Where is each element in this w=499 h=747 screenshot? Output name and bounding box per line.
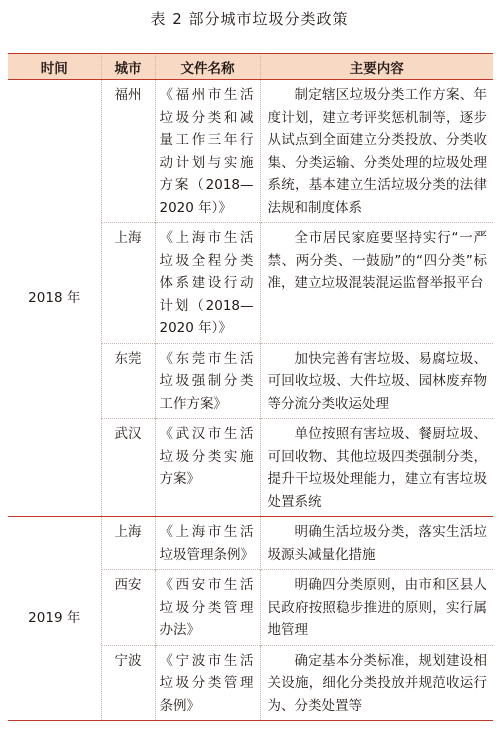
year-cell: 2018 年 xyxy=(8,80,101,517)
doc-name-cell: 《福州市生活垃圾分类和减量工作三年行动计划与实施方案（2018—2020 年）》 xyxy=(155,80,260,223)
header-time: 时间 xyxy=(8,54,101,80)
doc-name-cell: 《上海市生活垃圾全程分类体系建设行动计划（2018—2020 年）》 xyxy=(155,223,260,344)
city-cell: 东莞 xyxy=(101,343,155,419)
header-content: 主要内容 xyxy=(260,54,493,80)
doc-name-cell: 《东莞市生活垃圾强制分类工作方案》 xyxy=(155,343,260,419)
city-cell: 上海 xyxy=(101,223,155,344)
doc-name-cell: 《上海市生活垃圾管理条例》 xyxy=(155,517,260,570)
content-cell: 制定辖区垃圾分类工作方案、年度计划，建立考评奖惩机制等，逐步从试点到全面建立分类投放、分类收集、分类运输、分类处理的垃圾处理系统，基本建立生活垃圾分类的法律法规和制度体系 xyxy=(267,87,487,216)
city-cell: 西安 xyxy=(101,570,155,646)
table-row xyxy=(8,80,493,223)
city-cell: 福州 xyxy=(101,80,155,223)
header-doc: 文件名称 xyxy=(155,54,260,80)
header-city: 城市 xyxy=(101,54,155,80)
doc-name-cell: 《西安市生活垃圾分类管理办法》 xyxy=(155,570,260,646)
content-cell: 明确生活垃圾分类，落实生活垃圾源头减量化措施 xyxy=(267,524,487,563)
content-cell: 单位按照有害垃圾、餐厨垃圾、可回收物、其他垃圾四类强制分类，提升干垃圾处理能力，建立有害垃圾处置系统 xyxy=(267,426,487,510)
content-cell: 确定基本分类标准，规划建设相关设施，细化分类投放并规范收运行为、分类处置等 xyxy=(267,652,487,714)
content-cell: 加快完善有害垃圾、易腐垃圾、可回收垃圾、大件垃圾、园林废弃物等分流分类收运处理 xyxy=(267,350,487,412)
content-cell: 明确四分类原则，由市和区县人民政府按照稳步推进的原则，实行属地管理 xyxy=(267,577,487,638)
table-caption: 表 2 部分城市垃圾分类政策 xyxy=(150,10,349,28)
content-cell: 全市居民家庭要坚持实行“一严禁、两分类、一鼓励”的“四分类”标准，建立垃圾混装混运监督举报平台 xyxy=(267,230,487,291)
doc-name-cell: 《武汉市生活垃圾分类实施方案》 xyxy=(155,419,260,517)
table-row xyxy=(8,517,493,570)
city-cell: 上海 xyxy=(101,517,155,570)
city-cell: 宁波 xyxy=(101,645,155,721)
city-cell: 武汉 xyxy=(101,419,155,517)
policy-table xyxy=(8,53,493,721)
year-cell: 2019 年 xyxy=(8,517,101,721)
table-header-row xyxy=(8,54,493,80)
doc-name-cell: 《宁波市生活垃圾分类管理条例》 xyxy=(155,645,260,721)
